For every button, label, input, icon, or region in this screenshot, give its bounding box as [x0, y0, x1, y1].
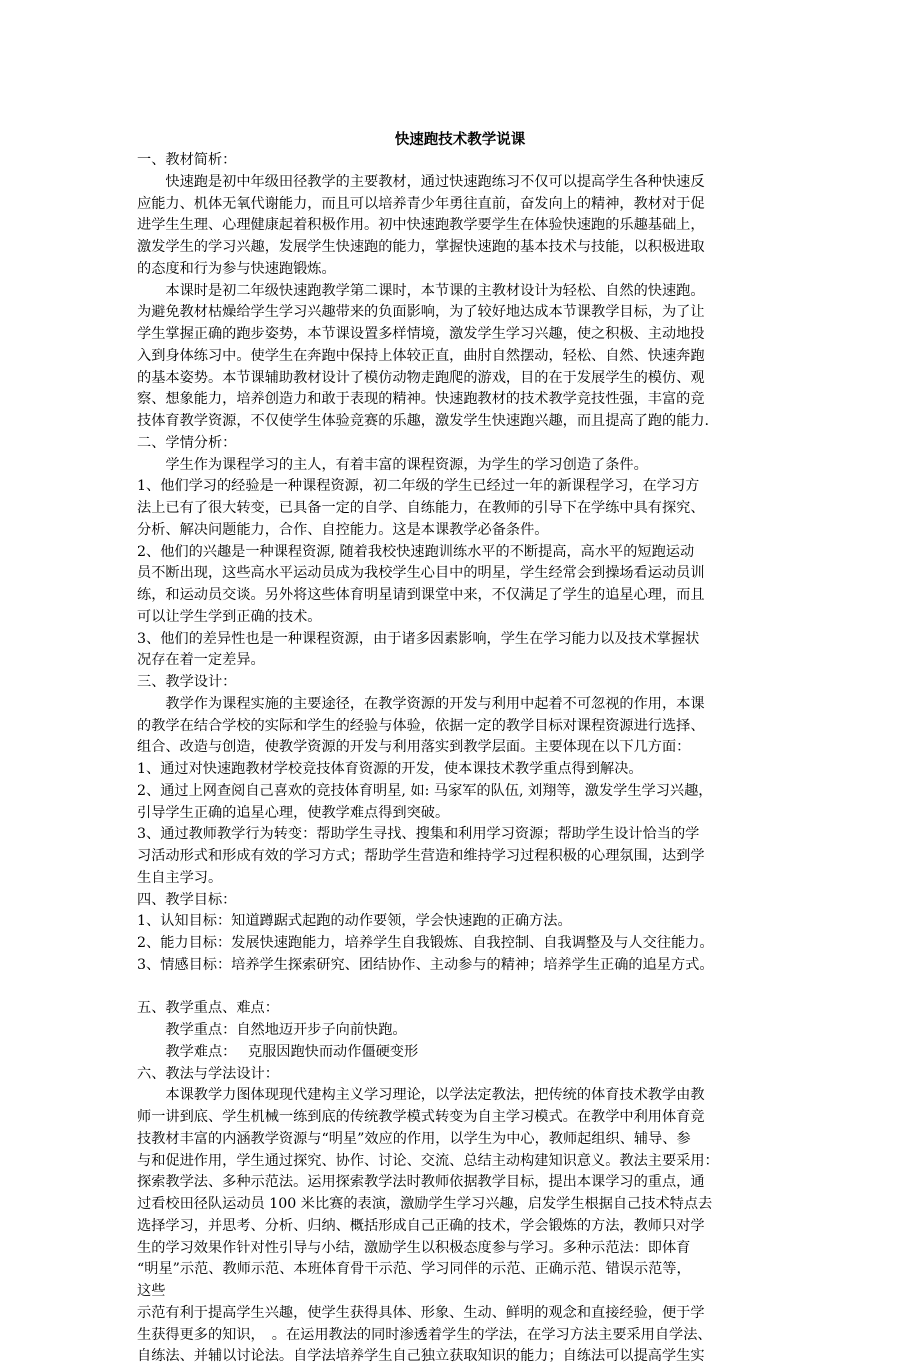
text-line: 四、教学目标： [137, 891, 237, 908]
text-line: 本课教学力图体现现代建构主义学习理论，以学法定教法，把传统的体育技术教学由教 [137, 1087, 705, 1104]
text-line: 3、他们的差异性也是一种课程资源，由于诸多因素影响，学生在学习能力以及技术掌握状 [137, 630, 700, 647]
text-line: 过看校田径队运动员 100 米比赛的表演，激励学生学习兴趣，启发学生根据自己技术特点去 [137, 1196, 713, 1212]
text-line: 习活动形式和形成有效的学习方式；帮助学生营造和维持学习过程积极的心理氛围，达到学 [137, 848, 705, 864]
text-line: 进学生生理、心理健康起着积极作用。初中快速跑教学要学生在体验快速跑的乐趣基础上， [137, 217, 705, 234]
text-line: 1、认知目标：知道蹲踞式起跑的动作要领，学会快速跑的正确方法。 [137, 913, 572, 930]
text-line: 本课时是初二年级快速跑教学第二课时，本节课的主教材设计为轻松、自然的快速跑。 [137, 282, 705, 299]
text-line: 的态度和行为参与快速跑锻炼。 [137, 260, 336, 277]
text-line: 为避免教材枯燥给学生学习兴趣带来的负面影响，为了较好地达成本节课教学目标，为了让 [137, 304, 705, 321]
text-line: 这些 [137, 1283, 166, 1299]
text-line: 2、他们的兴趣是一种课程资源, 随着我校快速跑训练水平的不断提高，高水平的短跑运动 [137, 543, 695, 560]
text-line: 2、能力目标：发展快速跑能力，培养学生自我锻炼、自我控制、自我调整及与人交往能力。 [137, 935, 714, 951]
text-line: “明星”示范、教师示范、本班体育骨干示范、学习同伴的示范、正确示范、错误示范等， [137, 1261, 691, 1278]
text-line: 应能力、机体无氧代谢能力，而且可以培养青少年勇往直前，奋发向上的精神，教材对于促 [137, 195, 705, 212]
text-line: 三、教学设计： [137, 674, 237, 690]
text-line: 员不断出现，这些高水平运动员成为我校学生心目中的明星，学生经常会到操场看运动员训 [137, 565, 705, 582]
text-line: 2、通过上网查阅自己喜欢的竞技体育明星, 如: 马家军的队伍, 刘翔等，激发学生学习兴趣， [137, 782, 713, 799]
text-line: 六、教法与学法设计： [137, 1065, 279, 1082]
text-line: 生自主学习。 [137, 869, 223, 886]
text-line: 练，和运动员交谈。另外将这些体育明星请到课堂中来，不仅满足了学生的追星心理，而且 [137, 587, 705, 603]
text-line: 生获得更多的知识， 。在运用教法的同时渗透着学生的学法，在学习方法主要采用自学法、 [137, 1326, 712, 1343]
text-line: 自练法、并辅以讨论法。自学法培养学生自己独立获取知识的能力；自练法可以提高学生实 [137, 1348, 705, 1365]
text-line: 察、想象能力，培养创造力和敢于表现的精神。快速跑教材的技术教学竞技性强，丰富的竞 [137, 391, 705, 408]
text-line: 1、他们学习的经验是一种课程资源，初二年级的学生已经过一年的新课程学习，在学习方 [137, 478, 700, 495]
text-line: 3、情感目标：培养学生探索研究、团结协作、主动参与的精神；培养学生正确的追星方式。 [137, 956, 714, 973]
text-line: 激发学生的学习兴趣，发展学生快速跑的能力，掌握快速跑的基本技术与技能，以积极进取 [137, 239, 705, 255]
text-line: 技体育教学资源，不仅使学生体验竞赛的乐趣，激发学生快速跑兴趣，而且提高了跑的能力. [137, 413, 710, 429]
text-line: 组合、改造与创造，使教学资源的开发与利用落实到教学层面。主要体现在以下几方面： [137, 739, 691, 756]
text-line: 技教材丰富的内涵教学资源与“明星”效应的作用，以学生为中心，教师起组织、辅导、参 [137, 1130, 691, 1147]
text-line: 一、教材简析： [137, 152, 237, 168]
text-line: 生的学习效果作针对性引导与小结，激励学生以积极态度参与学习。多种示范法：即体育 [137, 1239, 691, 1256]
text-line: 3、通过教师教学行为转变：帮助学生寻找、搜集和利用学习资源；帮助学生设计恰当的学 [137, 826, 700, 843]
text-line: 的基本姿势。本节课辅助教材设计了模仿动物走跑爬的游戏，目的在于发展学生的模仿、观 [137, 369, 705, 386]
text-line: 教学难点： 克服因跑快而动作僵硬变形 [137, 1043, 419, 1060]
text-line: 示范有利于提高学生兴趣，使学生获得具体、形象、生动、鲜明的观念和直接经验，便于学 [137, 1304, 705, 1321]
text-line: 引导学生正确的追星心理，使教学难点得到突破。 [137, 804, 450, 821]
text-line: 选择学习，并思考、分析、归纳、概括形成自己正确的技术，学会锻炼的方法，教师只对学 [137, 1217, 705, 1234]
document-title: 快速跑技术教学说课 [394, 131, 526, 148]
text-line: 学生掌握正确的跑步姿势，本节课设置多样情境，激发学生学习兴趣，使之积极、主动地投 [137, 326, 705, 342]
text-line: 教学重点：自然地迈开步子向前快跑。 [137, 1022, 407, 1038]
text-line: 1、通过对快速跑教材学校竞技体育资源的开发，使本课技术教学重点得到解决。 [137, 761, 643, 777]
text-line: 的教学在结合学校的实际和学生的经验与体验，依据一定的教学目标对课程资源进行选择、 [137, 717, 705, 734]
text-line: 入到身体练习中。使学生在奔跑中保持上体较正直，曲肘自然摆动，轻松、自然、快速奔跑 [137, 347, 705, 364]
text-line: 师一讲到底、学生机械一练到底的传统教学模式转变为自主学习模式。在教学中利用体育竞 [137, 1109, 705, 1125]
text-line: 分析、解决问题能力，合作、自控能力。这是本课教学必备条件。 [137, 521, 549, 538]
text-line: 况存在着一定差异。 [137, 652, 265, 669]
text-line: 快速跑是初中年级田径教学的主要教材，通过快速跑练习不仅可以提高学生各种快速反 [137, 173, 705, 190]
text-line: 探索教学法、多种示范法。运用探索教学法时教师依据教学目标，提出本课学习的重点，通 [137, 1174, 705, 1191]
text-line: 可以让学生学到正确的技术。 [137, 608, 322, 625]
text-line: 五、教学重点、难点： [137, 1000, 279, 1017]
text-line: 法上已有了很大转变，已具备一定的自学、自练能力，在教师的引导下在学练中具有探究、 [137, 500, 705, 516]
text-line: 学生作为课程学习的主人，有着丰富的课程资源，为学生的学习创造了条件。 [137, 456, 648, 473]
text-line: 教学作为课程实施的主要途径，在教学资源的开发与利用中起着不可忽视的作用，本课 [137, 695, 705, 712]
text-line: 与和促进作用，学生通过探究、协作、讨论、交流、总结主动构建知识意义。教法主要采用： [137, 1152, 719, 1169]
text-line: 二、学情分析： [137, 434, 237, 451]
